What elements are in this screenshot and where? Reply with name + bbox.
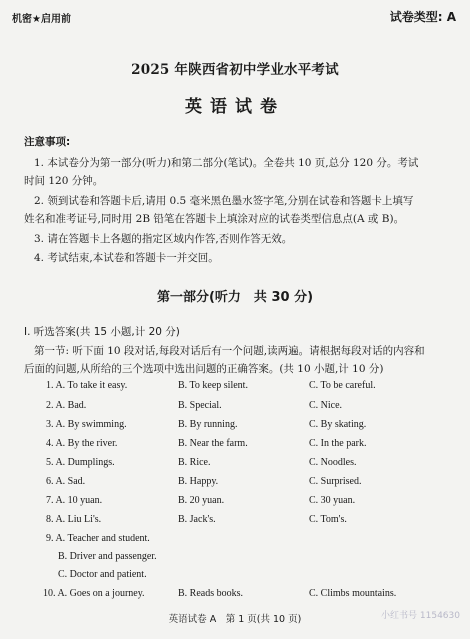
note-line-4: 姓名和准考证号,同时用 2B 铅笔在答题卡上填涂对应的试卷类型信息点(A 或 B)。 — [24, 213, 405, 225]
q9-option-a: 9. A. Teacher and student. — [46, 533, 150, 544]
q2-option-a: 2. A. Bad. — [46, 400, 87, 411]
instruction-line-2: 后面的问题,从所给的三个选项中选出问题的正确答案。(共 10 小题,计 10 分) — [24, 363, 384, 375]
section-heading: Ⅰ. 听选答案(共 15 小题,计 20 分) — [24, 326, 180, 338]
q3-option-b: B. By running. — [178, 419, 238, 430]
watermark: 小红书号 1154630 — [381, 611, 460, 621]
q8-option-c: C. Tom's. — [309, 514, 347, 525]
q9-option-b: B. Driver and passenger. — [58, 551, 157, 562]
q5-option-a: 5. A. Dumplings. — [46, 457, 115, 468]
paper-type-label: 试卷类型: A — [389, 10, 456, 24]
note-line-3: 2. 领到试卷和答题卡后,请用 0.5 毫米黑色墨水签字笔,分别在试卷和答题卡上填写 — [34, 195, 414, 207]
part-heading: 第一部分(听力 共 30 分) — [156, 290, 314, 305]
note-line-6: 4. 考试结束,本试卷和答题卡一并交回。 — [34, 252, 219, 264]
q1-option-a: 1. A. To take it easy. — [46, 380, 128, 391]
page-footer: 英语试卷 A 第 1 页(共 10 页) — [168, 614, 302, 625]
q6-option-b: B. Happy. — [178, 476, 219, 487]
q2-option-b: B. Special. — [178, 400, 222, 411]
q8-option-a: 8. A. Liu Li's. — [46, 514, 102, 525]
q6-option-a: 6. A. Sad. — [46, 476, 86, 487]
note-line-2: 时间 120 分钟。 — [24, 175, 104, 187]
exam-title: 2025 年陕西省初中学业水平考试 — [131, 62, 339, 78]
q2-option-c: C. Nice. — [309, 400, 343, 411]
note-line-1: 1. 本试卷分为第一部分(听力)和第二部分(笔试)。全卷共 10 页,总分 120 分。考试 — [34, 157, 419, 169]
q5-option-c: C. Noodles. — [309, 457, 357, 468]
instruction-line-1: 第一节: 听下面 10 段对话,每段对话后有一个问题,读两遍。请根据每段对话的内容和 — [34, 345, 425, 357]
q6-option-c: C. Surprised. — [309, 476, 362, 487]
q3-option-a: 3. A. By swimming. — [46, 419, 127, 430]
q7-option-b: B. 20 yuan. — [178, 495, 225, 506]
q8-option-b: B. Jack's. — [178, 514, 216, 525]
q4-option-b: B. Near the farm. — [178, 438, 248, 449]
q1-option-c: C. To be careful. — [309, 380, 376, 391]
q4-option-a: 4. A. By the river. — [46, 438, 118, 449]
q7-option-a: 7. A. 10 yuan. — [46, 495, 103, 506]
q3-option-c: C. By skating. — [309, 419, 367, 430]
exam-subtitle: 英语试卷 — [185, 97, 285, 117]
note-line-5: 3. 请在答题卡上各题的指定区域内作答,否则作答无效。 — [34, 233, 293, 245]
q10-option-c: C. Climbs mountains. — [309, 588, 397, 599]
q10-option-b: B. Reads books. — [178, 588, 243, 599]
q1-option-b: B. To keep silent. — [178, 380, 248, 391]
notes-heading: 注意事项: — [24, 136, 71, 148]
q5-option-b: B. Rice. — [178, 457, 211, 468]
q7-option-c: C. 30 yuan. — [309, 495, 356, 506]
q4-option-c: C. In the park. — [309, 438, 367, 449]
confidential-label: 机密★启用前 — [12, 14, 71, 25]
q10-option-a: 10. A. Goes on a journey. — [43, 588, 145, 599]
q9-option-c: C. Doctor and patient. — [58, 569, 147, 580]
